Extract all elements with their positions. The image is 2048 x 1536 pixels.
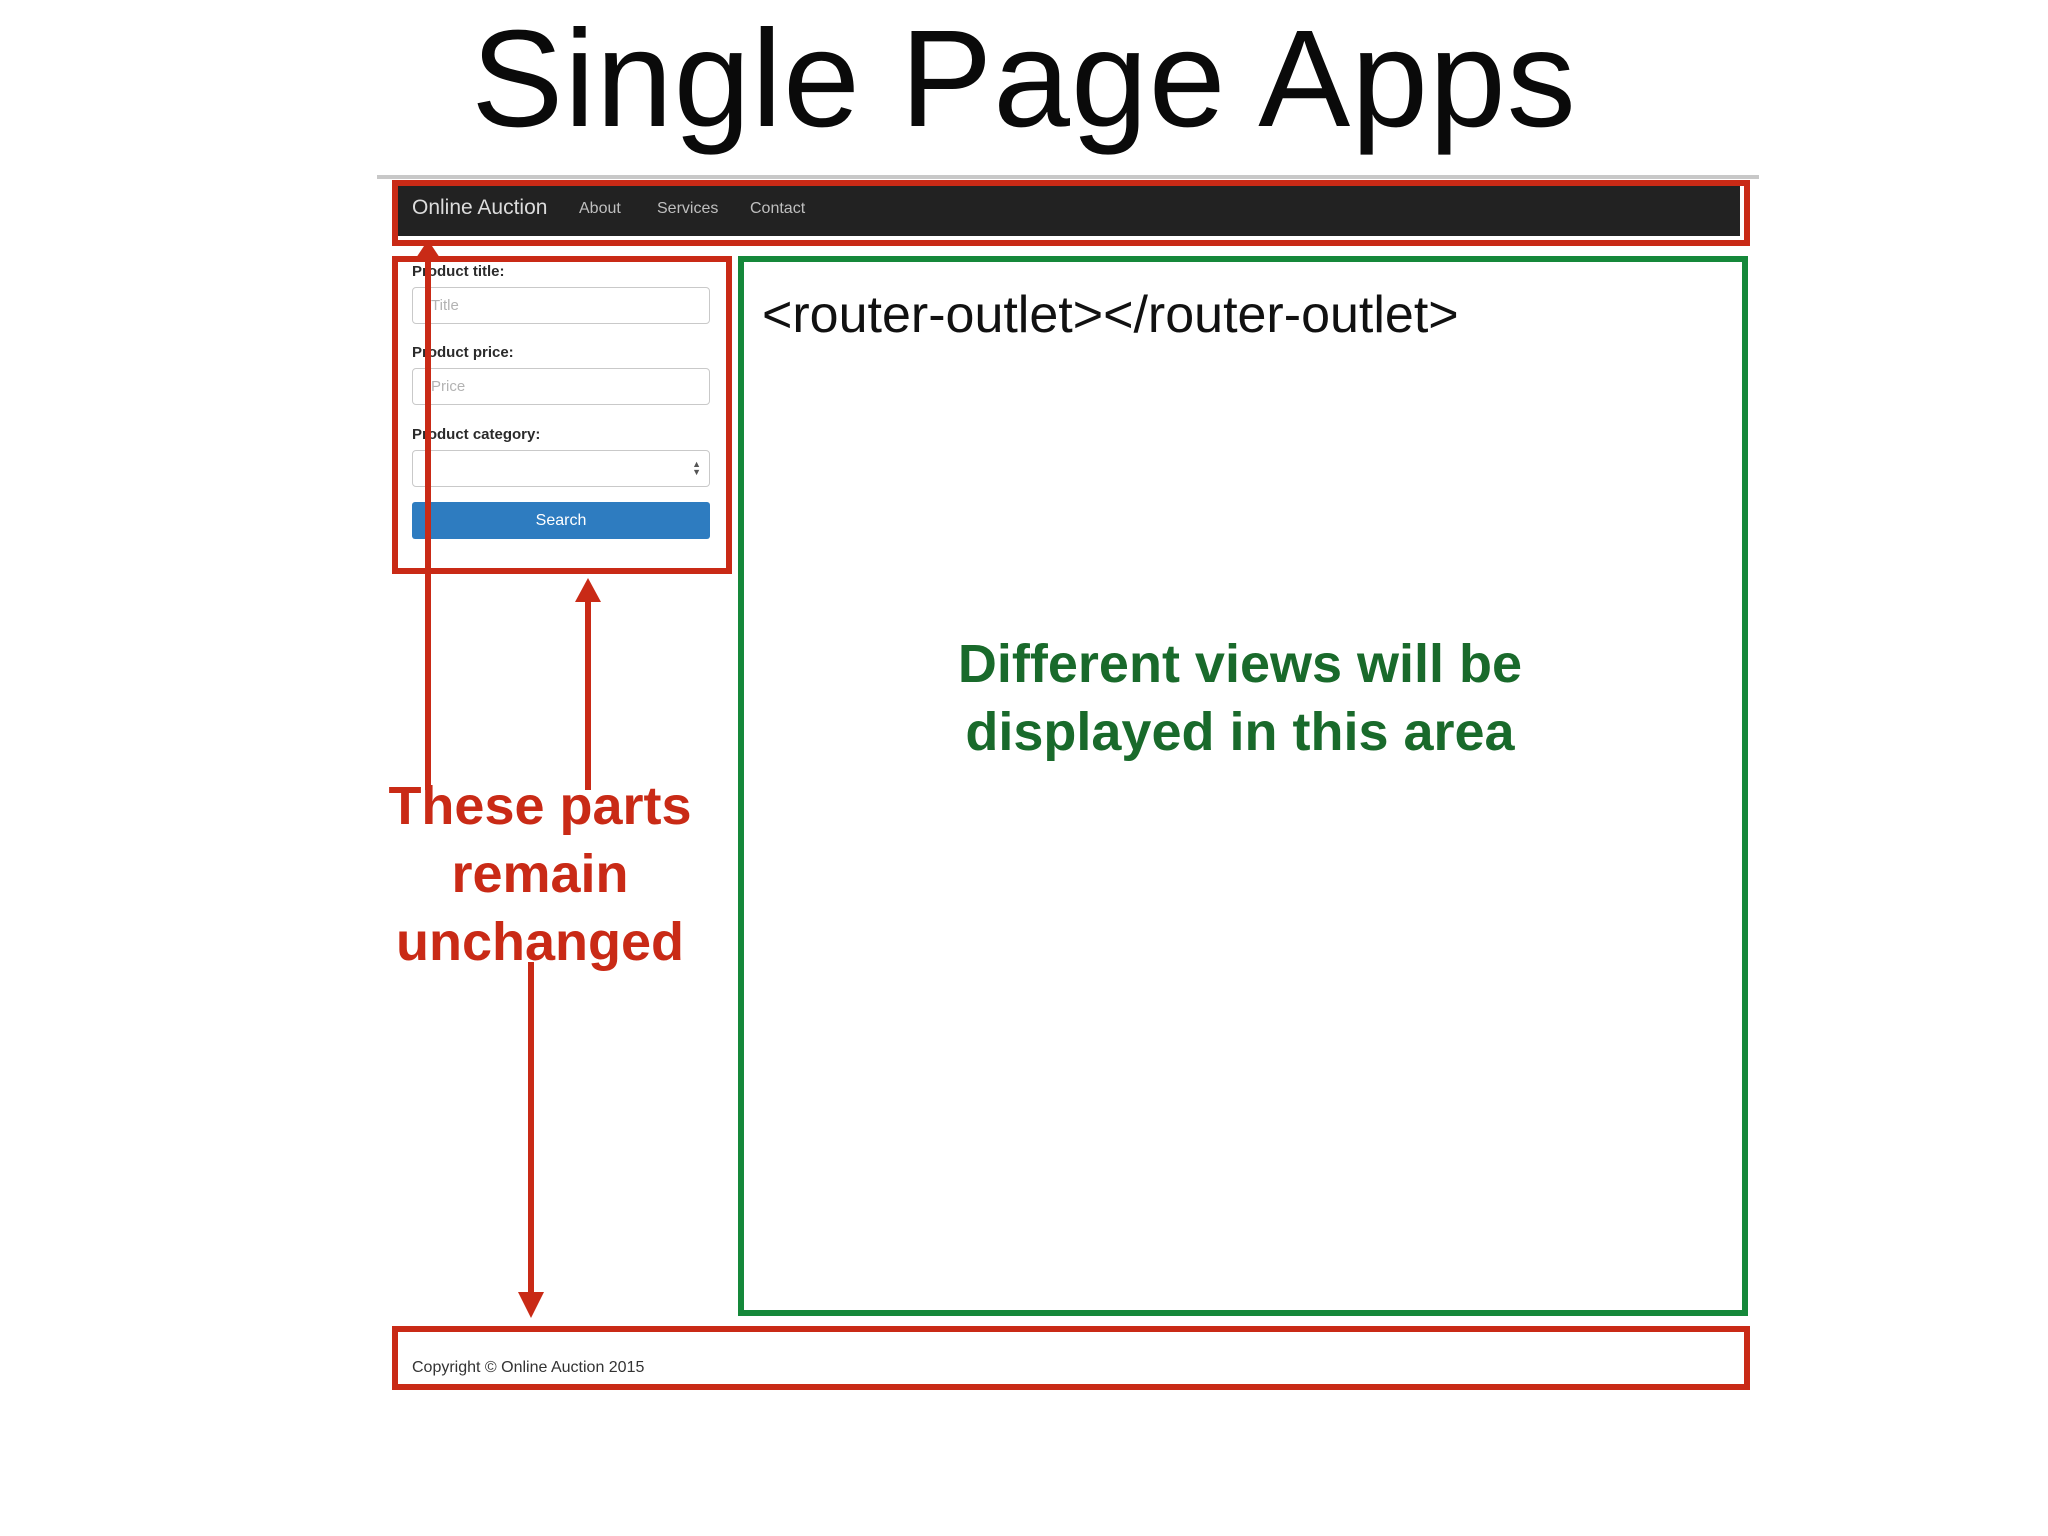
nav-link-services[interactable]: Services [657,200,719,217]
unchanged-note: These parts remain unchanged [388,776,692,972]
search-button[interactable]: Search [412,502,710,539]
select-arrows-icon: ▲ ▼ [692,459,701,477]
slide-title: Single Page Apps [471,2,1577,156]
arrow-to-footer-head [518,1292,544,1318]
product-price-label: Product price: [412,344,514,361]
nav-link-contact[interactable]: Contact [750,200,806,217]
navbar-brand[interactable]: Online Auction [412,196,548,219]
views-note: Different views will be displayed in this area [957,634,1523,762]
product-price-placeholder: Price [431,378,466,395]
product-category-label: Product category: [412,426,541,443]
product-title-label: Product title: [412,263,505,280]
nav-link-about[interactable]: About [579,200,621,217]
router-outlet-tag: <router-outlet></router-outlet> [762,286,1459,344]
arrow-to-sidebar-head [575,578,601,602]
product-title-placeholder: Title [431,297,459,314]
footer-copyright: Copyright © Online Auction 2015 [412,1359,645,1376]
arrow-to-navbar-head [416,240,440,258]
